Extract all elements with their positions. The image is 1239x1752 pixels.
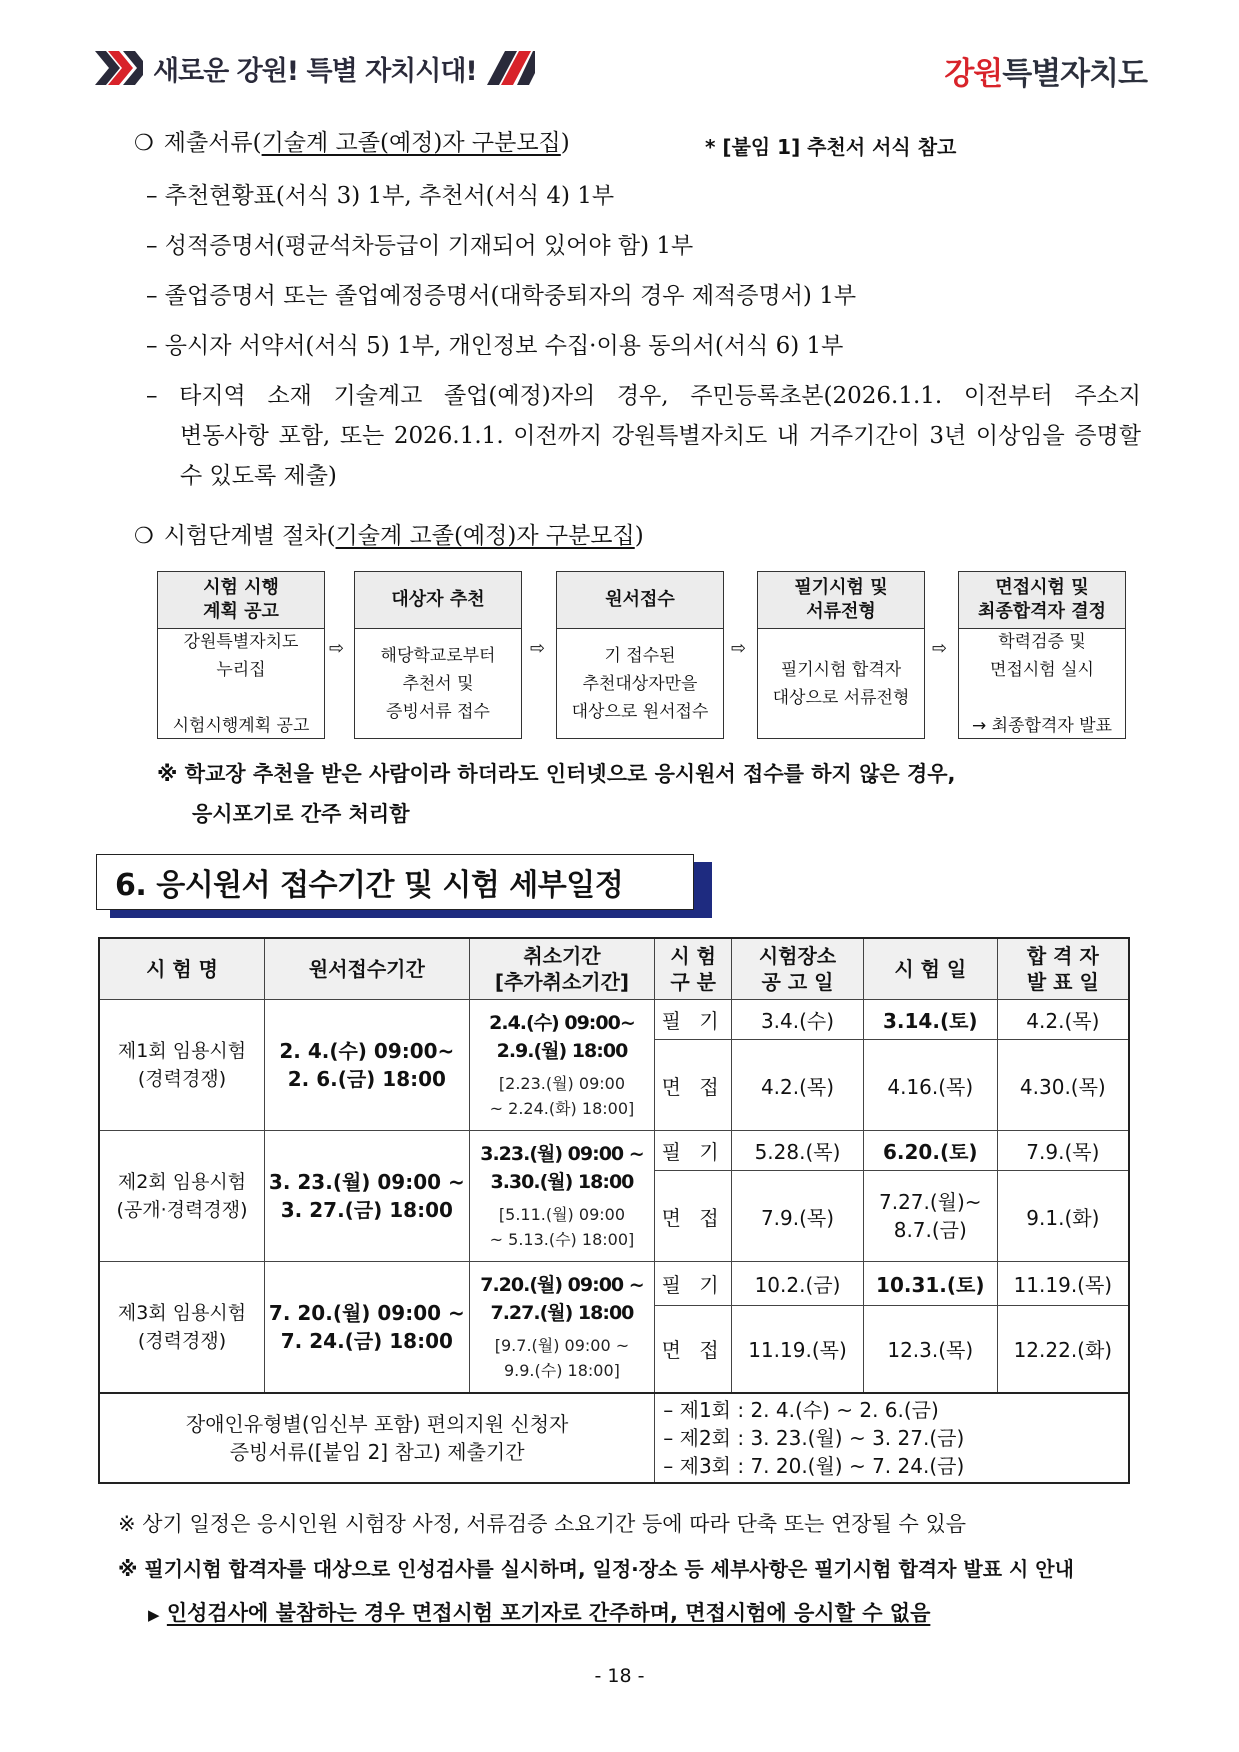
stripe-right-icon [487, 51, 535, 85]
cancel-period: 2.4.(수) 09:00~ 2.9.(월) 18:00 [2.23.(월) 09:00 ~ 2.24.(화) 18:00] [469, 1000, 655, 1131]
docs-item: – 졸업증명서 또는 졸업예정증명서(대학중퇴자의 경우 제적증명서) 1부 [146, 283, 857, 309]
page-number: - 18 - [594, 1665, 645, 1687]
triangle-bullet-icon: ▶ [148, 1606, 160, 1624]
section-heading: 6. 응시원서 접수기간 및 시험 세부일정 [96, 854, 694, 910]
cancel-period: 3.23.(월) 09:00 ~ 3.30.(월) 18:00 [5.11.(월) 09:00 ~ 5.13.(수) 18:00] [469, 1131, 655, 1262]
footnote-1: ※ 상기 일정은 응시인원 시험장 사정, 서류검증 소요기간 등에 따라 단축 또는 연장될 수 있음 [118, 1512, 967, 1536]
application-period: 7. 20.(월) 09:00 ~ 7. 24.(금) 18:00 [265, 1262, 470, 1393]
table-row [99, 1262, 1129, 1306]
docs-item: – 추천현황표(서식 3) 1부, 추천서(서식 4) 1부 [146, 183, 615, 209]
col-header: 원서접수기간 [265, 938, 470, 1000]
col-header: 시 험 명 [99, 938, 265, 1000]
procedure-step [157, 571, 325, 739]
table-row [99, 1393, 1129, 1483]
table-header-row [99, 938, 1129, 1000]
arrow-right-icon: ⇨ [530, 638, 546, 659]
result-date: 7.9.(목) [997, 1131, 1129, 1171]
logo-prefix: 강원 [944, 56, 1003, 92]
disability-label: 장애인유형별(임신부 포함) 편의지원 신청자 증빙서류([붙임 2] 참고) 제출기간 [99, 1393, 655, 1483]
step-head: 원서접수 [557, 572, 723, 629]
docs-item: – 성적증명서(평균석차등급이 기재되어 있어야 함) 1부 [146, 233, 694, 259]
procedure-title: ❍ 시험단계별 절차(기술계 고졸(예정)자 구분모집) [134, 523, 644, 549]
procedure-step [556, 571, 724, 739]
procedure-warning-line1: ※ 학교장 추천을 받은 사람이라 하더라도 인터넷으로 응시원서 접수를 하지 않은 경우, [157, 762, 956, 786]
exam-type: 면 접 [655, 1171, 732, 1262]
procedure-step [757, 571, 925, 739]
result-date: 4.30.(목) [997, 1040, 1129, 1131]
round-name: 제1회 임용시험 (경력경쟁) [99, 1000, 265, 1131]
col-header: 시 험 일 [863, 938, 997, 1000]
footnote-2: ※ 필기시험 합격자를 대상으로 인성검사를 실시하며, 일정·장소 등 세부사항은 필기시험 합격자 발표 시 안내 [118, 1557, 1074, 1581]
step-body: 해당학교로부터 추천서 및 증빙서류 접수 [380, 646, 496, 722]
exam-date: 10.31.(토) [863, 1262, 997, 1306]
gangwon-logo [944, 48, 1147, 93]
arrow-right-icon: ⇨ [731, 638, 747, 659]
procedure-step [354, 571, 522, 739]
round-name: 제3회 임용시험 (경력경쟁) [99, 1262, 265, 1393]
application-period: 3. 23.(월) 09:00 ~ 3. 27.(금) 18:00 [265, 1131, 470, 1262]
step-head: 대상자 추천 [355, 572, 521, 629]
procedure-step [958, 571, 1126, 739]
disability-periods: – 제1회 : 2. 4.(수) ~ 2. 6.(금) – 제2회 : 3. 23.(월) ~ 3. 27.(금) – 제3회 : 7. 20.(월) ~ 7. 24.(금) [655, 1393, 1129, 1483]
docs-title: ❍ 제출서류(기술계 고졸(예정)자 구분모집) [134, 130, 570, 156]
application-period: 2. 4.(수) 09:00~ 2. 6.(금) 18:00 [265, 1000, 470, 1131]
schedule-table [98, 937, 1130, 1484]
circle-bullet-icon: ❍ [134, 524, 154, 549]
arrow-right-icon: ⇨ [329, 638, 345, 659]
exam-date: 6.20.(토) [863, 1131, 997, 1171]
docs-note: * [붙임 1] 추천서 서식 참고 [705, 135, 957, 159]
col-header: 시 험 구 분 [655, 938, 732, 1000]
exam-type: 면 접 [655, 1040, 732, 1131]
exam-type: 필 기 [655, 1131, 732, 1171]
venue-date: 11.19.(목) [732, 1306, 864, 1393]
result-date: 12.22.(화) [997, 1306, 1129, 1393]
docs-item-5-line1: – 타지역 소재 기술계고 졸업(예정)자의 경우, 주민등록초본(2026.1.1. 이전부터 주소지 [146, 383, 1141, 409]
venue-date: 3.4.(수) [732, 1000, 864, 1040]
venue-date: 5.28.(목) [732, 1131, 864, 1171]
step-head: 시험 시행 계획 공고 [158, 572, 324, 629]
step-body: 학력검증 및 면접시험 실시 → 최종합격자 발표 [971, 632, 1112, 736]
exam-date: 12.3.(목) [863, 1306, 997, 1393]
procedure-warning-line2: 응시포기로 간주 처리함 [192, 802, 410, 826]
docs-item-5-rest: 변동사항 포함, 또는 2026.1.1. 이전까지 강원특별자치도 내 거주기간이 3년 이상임을 증명할 수 있도록 제출) [180, 423, 1141, 489]
footnote-3: ▶ 인성검사에 불참하는 경우 면접시험 포기자로 간주하며, 면접시험에 응시할 수 없음 [148, 1601, 931, 1625]
venue-date: 7.9.(목) [732, 1171, 864, 1262]
col-header: 시험장소 공 고 일 [732, 938, 864, 1000]
result-date: 4.2.(목) [997, 1000, 1129, 1040]
round-name: 제2회 임용시험 (공개·경력경쟁) [99, 1131, 265, 1262]
logo-suffix: 특별자치도 [1002, 56, 1147, 92]
exam-date: 3.14.(토) [863, 1000, 997, 1040]
venue-date: 10.2.(금) [732, 1262, 864, 1306]
col-header: 합 격 자 발 표 일 [997, 938, 1129, 1000]
header-slogan-block [95, 48, 535, 88]
table-row [99, 1131, 1129, 1171]
step-head: 면접시험 및 최종합격자 결정 [959, 572, 1125, 629]
table-row [99, 1000, 1129, 1040]
step-body: 기 접수된 추천대상자만을 대상으로 원서접수 [571, 646, 709, 722]
arrow-right-icon: ⇨ [932, 638, 948, 659]
stripe-left-icon [95, 51, 143, 85]
header-slogan: 새로운 강원! 특별 자치시대! [153, 55, 477, 87]
cancel-period: 7.20.(월) 09:00 ~ 7.27.(월) 18:00 [9.7.(월) 09:00 ~ 9.9.(수) 18:00] [469, 1262, 655, 1393]
exam-date: 4.16.(목) [863, 1040, 997, 1131]
col-header: 취소기간 [추가취소기간] [469, 938, 655, 1000]
step-head: 필기시험 및 서류전형 [758, 572, 924, 629]
result-date: 9.1.(화) [997, 1171, 1129, 1262]
venue-date: 4.2.(목) [732, 1040, 864, 1131]
docs-item: – 응시자 서약서(서식 5) 1부, 개인정보 수집·이용 동의서(서식 6) 1부 [146, 333, 844, 359]
result-date: 11.19.(목) [997, 1262, 1129, 1306]
step-body: 강원특별자치도 누리집 시험시행계획 공고 [172, 632, 310, 736]
exam-type: 필 기 [655, 1262, 732, 1306]
exam-type: 필 기 [655, 1000, 732, 1040]
step-body: 필기시험 합격자 대상으로 서류전형 [772, 660, 910, 708]
exam-type: 면 접 [655, 1306, 732, 1393]
circle-bullet-icon: ❍ [134, 131, 154, 156]
exam-date: 7.27.(월)~ 8.7.(금) [863, 1171, 997, 1262]
